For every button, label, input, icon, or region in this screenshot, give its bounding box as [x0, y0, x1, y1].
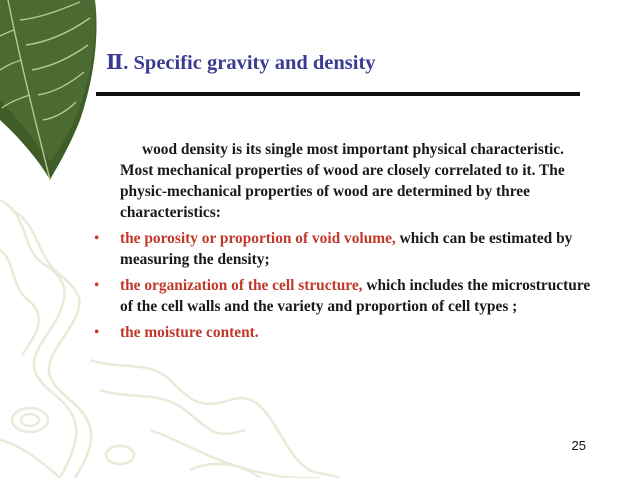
bullet-text: which can be estimated by measuring the density; — [120, 230, 573, 268]
bullet-item-cell-structure — [94, 275, 594, 317]
slide-body — [94, 139, 594, 343]
leaf-shape — [0, 0, 97, 180]
bullet-item-moisture — [94, 322, 594, 343]
bullet-highlight: the organization of the cell structure, — [120, 277, 363, 294]
bullet-text: which includes the microstructure of the cell walls and the variety and proportion of cell types ; — [120, 277, 591, 315]
title-underline — [96, 92, 580, 96]
bullet-highlight: the moisture content. — [120, 324, 259, 341]
page-number: 25 — [571, 438, 586, 453]
bullet-icon: • — [94, 324, 100, 341]
bullet-icon: • — [94, 277, 100, 294]
bullet-item-porosity — [94, 228, 594, 270]
intro-paragraph — [120, 139, 594, 223]
bullet-icon: • — [94, 230, 100, 247]
slide-title: Ⅱ. Specific gravity and density — [106, 52, 376, 74]
intro-text: wood density is its single most important physical characteristic. Most mechanical properties of wood are closely correlated to it. The physic-mechanical properties of wood are determined by three characteristics: — [120, 141, 565, 221]
bullet-highlight: the porosity or proportion of void volume, — [120, 230, 396, 247]
